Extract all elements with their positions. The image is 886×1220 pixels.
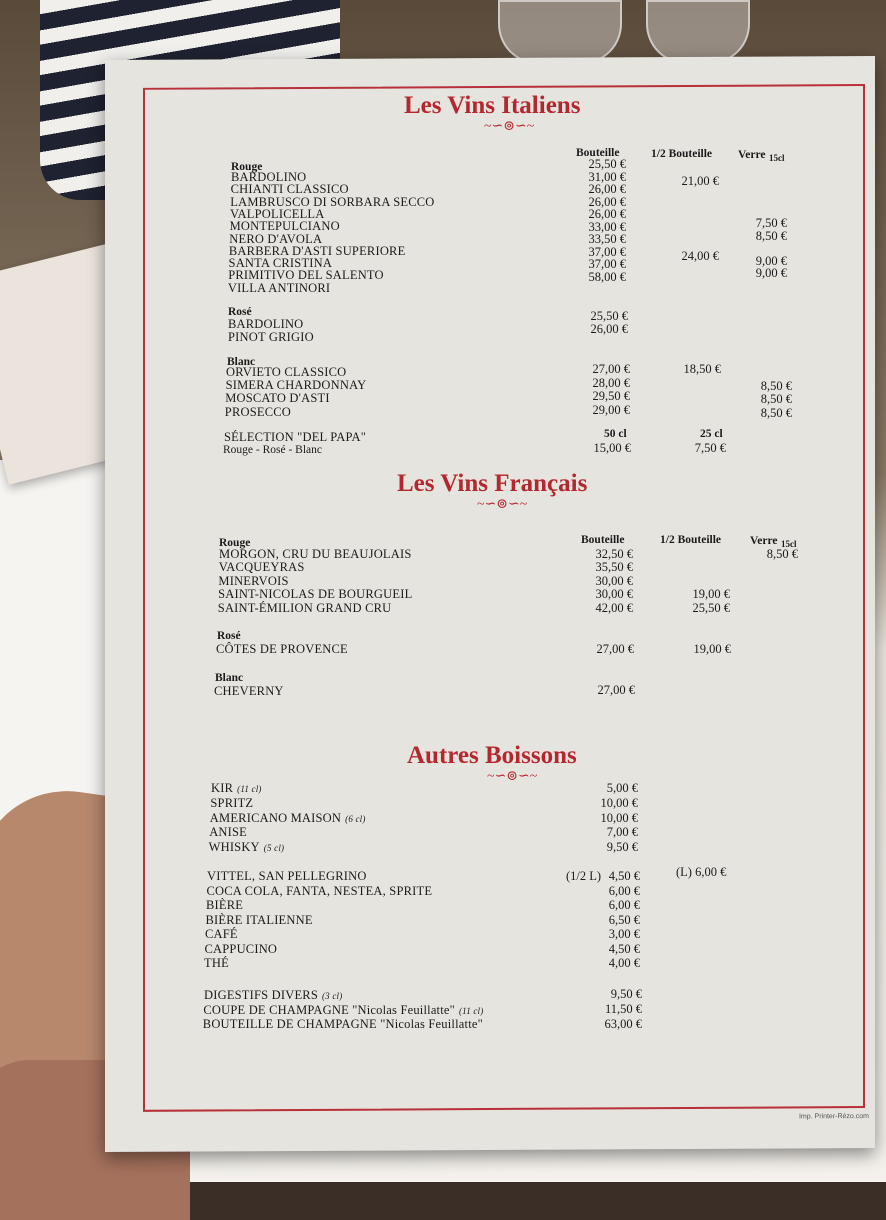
wine-name: SAINT-NICOLAS DE BOURGUEIL — [218, 587, 413, 602]
category-label-rose: Rosé — [217, 630, 241, 642]
price-bouteille: 58,00 € — [588, 269, 626, 284]
drink-name: BIÈRE ITALIENNE — [205, 912, 313, 927]
price-verre: 9,00 € — [755, 253, 787, 268]
category-label-blanc: Blanc — [215, 672, 244, 684]
price-verre: 8,50 € — [760, 392, 792, 407]
drink-name: ANISE — [209, 825, 247, 840]
wine-name: PINOT GRIGIO — [228, 329, 314, 344]
price: 4,00 € — [608, 956, 640, 970]
price: 5,00 € — [606, 781, 638, 795]
section-title-autres: Autres Boissons — [407, 742, 577, 769]
flourish-ornament: ~∽⊚∽~ — [477, 497, 528, 512]
price-bouteille: 32,50 € — [595, 547, 633, 561]
drink-name: SPRITZ — [210, 795, 254, 810]
drink-name: COCA COLA, FANTA, NESTEA, SPRITE — [206, 883, 433, 898]
category-label-rose: Rosé — [228, 306, 252, 318]
price: 9,50 € — [610, 987, 642, 1001]
section-title-francais: Les Vins Français — [397, 470, 588, 497]
wine-name: VALPOLICELLA — [229, 206, 325, 221]
price-bouteille: 27,00 € — [596, 642, 634, 656]
drink-name: VITTEL, SAN PELLEGRINO — [207, 869, 367, 883]
drink-name: COUPE DE CHAMPAGNE "Nicolas Feuillatte" (11 cl) — [203, 1002, 484, 1017]
price-verre: 8,50 € — [766, 547, 798, 561]
price-demi-bouteille: 21,00 € — [681, 173, 719, 188]
price-alt-size: (L) 6,00 € — [676, 865, 727, 879]
price: 6,00 € — [608, 898, 640, 912]
price-bouteille: 37,00 € — [588, 244, 626, 259]
column-header-demi-bouteille: 1/2 Bouteille — [660, 534, 722, 546]
price-demi-bouteille: 19,00 € — [693, 642, 731, 656]
wine-glass — [498, 0, 622, 64]
drink-name: BOUTEILLE DE CHAMPAGNE "Nicolas Feuillatte" — [202, 1017, 483, 1031]
wine-name: SANTA CRISTINA — [228, 256, 333, 271]
category-label-rouge: Rouge — [231, 161, 263, 173]
price-verre: 8,50 € — [755, 228, 787, 243]
price-bouteille: 28,00 € — [592, 375, 630, 390]
price-bouteille: 30,00 € — [595, 573, 633, 588]
price: 3,00 € — [608, 927, 640, 941]
column-header-25cl: 25 cl — [700, 428, 723, 440]
column-header-verre-size: 15cl — [781, 539, 797, 549]
price-bouteille: 26,00 € — [588, 207, 626, 221]
price-verre: 7,50 € — [755, 216, 787, 230]
wine-name: CHEVERNY — [214, 684, 284, 698]
wine-name: MONTEPULCIANO — [229, 219, 340, 234]
price-bouteille: 26,00 € — [588, 194, 626, 209]
serving-size: (3 cl) — [321, 991, 343, 1001]
serving-size: (5 cl) — [263, 843, 285, 854]
price: 4,50 € — [608, 941, 640, 956]
wine-name: CHIANTI CLASSICO — [230, 182, 349, 197]
price-bouteille: 26,00 € — [588, 182, 626, 196]
drink-name: DIGESTIFS DIVERS (3 cl) — [204, 988, 343, 1002]
price: 6,50 € — [608, 912, 640, 927]
column-header-bouteille: Bouteille — [581, 534, 625, 546]
wine-name: VACQUEYRAS — [218, 560, 305, 575]
wine-name: LAMBRUSCO DI SORBARA SECCO — [230, 194, 435, 209]
price: 9,50 € — [606, 840, 638, 855]
price-bouteille: 27,00 € — [592, 362, 630, 376]
price-bouteille: 33,00 € — [588, 219, 626, 234]
selection-subtitle: Rouge - Rosé - Blanc — [223, 444, 323, 456]
wine-name: NERO D'AVOLA — [229, 231, 323, 246]
price-bouteille: 25,50 € — [590, 309, 628, 323]
serving-size: (6 cl) — [345, 813, 366, 824]
wine-name: MINERVOIS — [218, 573, 289, 588]
price-verre: 9,00 € — [755, 266, 787, 280]
price-bouteille: 30,00 € — [595, 587, 633, 602]
category-label-rouge: Rouge — [219, 537, 251, 549]
price: 63,00 € — [604, 1017, 642, 1031]
wine-name: MORGON, CRU DU BEAUJOLAIS — [219, 547, 412, 561]
price-bouteille: 29,00 € — [592, 402, 630, 417]
price-demi-bouteille: 25,50 € — [692, 600, 730, 615]
price: 10,00 € — [600, 795, 638, 810]
wine-name: SIMERA CHARDONNAY — [225, 378, 367, 393]
column-header-verre: Verre — [738, 149, 766, 161]
price-verre: 8,50 € — [760, 379, 792, 394]
drink-name: KIR (11 cl) — [211, 781, 262, 795]
price-bouteille: 31,00 € — [588, 169, 626, 184]
flourish-ornament: ~∽⊚∽~ — [487, 769, 538, 784]
price-demi-bouteille: 18,50 € — [683, 362, 721, 376]
wine-name: SAINT-ÉMILION GRAND CRU — [217, 600, 392, 615]
price-verre: 8,50 € — [760, 405, 792, 420]
column-header-bouteille: Bouteille — [576, 147, 620, 159]
drink-name: AMERICANO MAISON (6 cl) — [209, 810, 366, 825]
drink-name: CAPPUCINO — [204, 941, 278, 956]
price: 11,50 € — [604, 1002, 642, 1016]
serving-size: (11 cl) — [237, 784, 262, 794]
column-header-50cl: 50 cl — [604, 428, 627, 440]
column-header-verre-size: 15cl — [769, 153, 785, 163]
wine-name: VILLA ANTINORI — [227, 280, 331, 295]
wine-name: BARBERA D'ASTI SUPERIORE — [228, 243, 406, 258]
water-glass — [646, 0, 750, 64]
wine-name: PROSECCO — [224, 404, 292, 419]
price-bouteille: 42,00 € — [595, 600, 633, 615]
price-bouteille: 25,50 € — [588, 157, 626, 171]
price: 6,00 € — [608, 883, 640, 898]
printer-credit: Imp. Printer-Rézo.com — [798, 1113, 869, 1121]
price-bouteille: 27,00 € — [597, 683, 635, 697]
drink-name: BIÈRE — [206, 898, 244, 912]
wine-name: ORVIETO CLASSICO — [226, 365, 347, 379]
drink-name: CAFÉ — [205, 927, 238, 941]
selection-del-papa: SÉLECTION "DEL PAPA" — [224, 430, 367, 444]
price-50cl: 15,00 € — [593, 441, 631, 455]
price-bouteille: 35,50 € — [595, 560, 633, 575]
category-label-blanc: Blanc — [227, 356, 256, 368]
price-bouteille: 37,00 € — [588, 257, 626, 271]
column-header-verre: Verre — [750, 535, 778, 547]
price-bouteille: 33,50 € — [588, 232, 626, 246]
serving-size: (11 cl) — [458, 1005, 484, 1016]
price: 10,00 € — [600, 810, 638, 825]
price-bouteille: 26,00 € — [590, 321, 628, 336]
price: 4,50 € — [608, 869, 640, 883]
wine-name: BARDOLINO — [231, 170, 307, 184]
price-demi-bouteille: 19,00 € — [692, 587, 730, 602]
price-demi-bouteille: 24,00 € — [681, 248, 719, 263]
flourish-ornament: ~∽⊚∽~ — [484, 119, 535, 134]
drink-name: WHISKY (5 cl) — [208, 840, 285, 855]
price-25cl: 7,50 € — [694, 441, 726, 455]
size-prefix: (1/2 L) — [566, 869, 602, 883]
section-title-italiens: Les Vins Italiens — [404, 92, 581, 119]
price-bouteille: 29,50 € — [592, 389, 630, 403]
column-header-demi-bouteille: 1/2 Bouteille — [651, 148, 713, 160]
wine-name: BARDOLINO — [228, 317, 304, 331]
drink-name: THÉ — [204, 956, 229, 970]
wine-name: CÔTES DE PROVENCE — [216, 642, 348, 656]
price: 7,00 € — [606, 825, 638, 840]
wine-name: PRIMITIVO DEL SALENTO — [228, 268, 384, 283]
wine-name: MOSCATO D'ASTI — [225, 391, 330, 406]
